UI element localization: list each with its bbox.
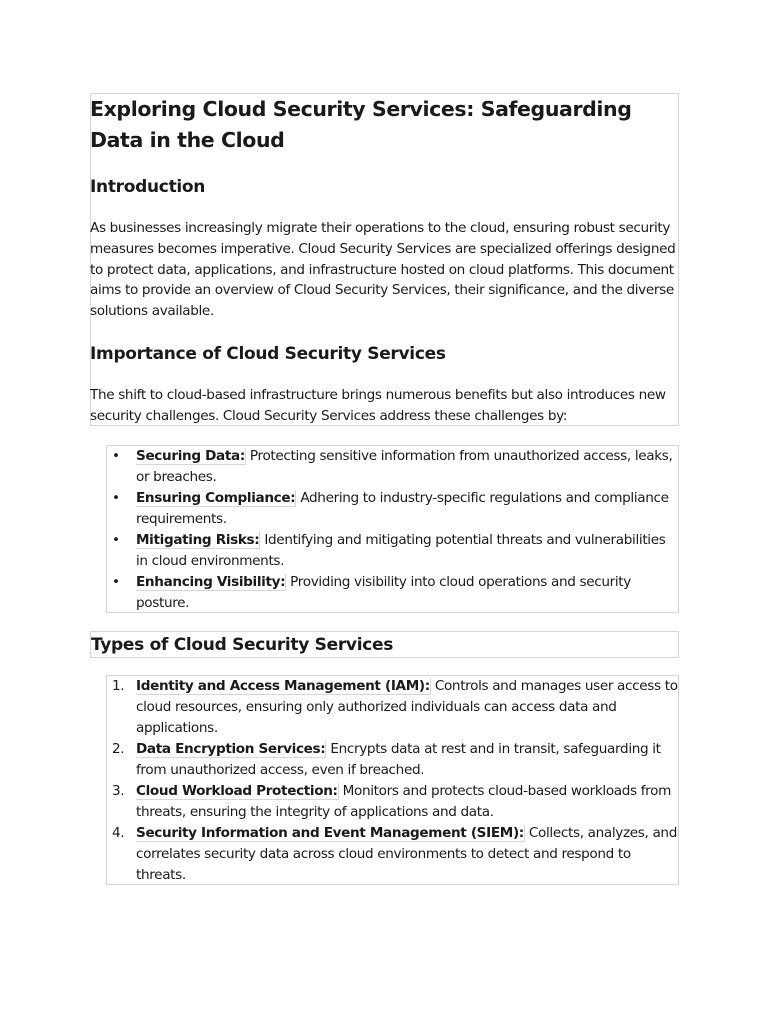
document-title: Exploring Cloud Security Services: Safeguarding Data in the Cloud (90, 97, 632, 152)
importance-bullet-list (107, 446, 679, 614)
types-numbered-list (107, 676, 679, 886)
introduction-heading: Introduction (90, 177, 206, 197)
types-heading: Types of Cloud Security Services (91, 635, 394, 655)
importance-paragraph: The shift to cloud-based infrastructure brings numerous benefits but also introduces new security challenges. Cloud Security Services address these challenges by: (90, 387, 666, 424)
list-item-text: Adhering to industry-specific regulations and compliance requirements. (136, 490, 669, 527)
list-item-term: Mitigating Risks: (136, 532, 260, 548)
list-item-text: Protecting sensitive information from unauthorized access, leaks, or breaches. (136, 448, 673, 485)
bullet-marker: • (112, 574, 120, 590)
list-item-text: Collects, analyzes, and correlates security data across cloud environments to detect and respond to threats. (136, 825, 677, 883)
list-number: 3. (112, 783, 125, 799)
list-item-term: Data Encryption Services: (136, 741, 326, 757)
list-item (107, 676, 679, 739)
bullet-marker: • (112, 490, 120, 506)
importance-heading: Importance of Cloud Security Services (90, 344, 446, 364)
list-item (107, 488, 679, 530)
list-item-text: Providing visibility into cloud operations and security posture. (136, 574, 631, 611)
bullet-marker: • (112, 532, 120, 548)
list-item-text: Monitors and protects cloud-based workloads from threats, ensuring the integrity of applications and data. (136, 783, 671, 820)
list-item (107, 572, 679, 614)
list-item-term: Cloud Workload Protection: (136, 783, 338, 799)
bullet-marker: • (112, 448, 120, 464)
list-item (107, 446, 679, 488)
list-number: 1. (112, 678, 125, 694)
list-item-text: Encrypts data at rest and in transit, safeguarding it from unauthorized access, even if breached. (136, 741, 661, 778)
list-item-term: Security Information and Event Management (SIEM): (136, 825, 524, 841)
list-item-term: Securing Data: (136, 448, 245, 464)
list-item-term: Identity and Access Management (IAM): (136, 678, 430, 694)
list-item (107, 530, 679, 572)
list-item-term: Ensuring Compliance: (136, 490, 296, 506)
introduction-paragraph: As businesses increasingly migrate their operations to the cloud, ensuring robust security measures becomes imperative. Cloud Security Services are specialized offerings designed to protect data, applications, and infrastructure hosted on cloud platforms. This document aims to provide an overview of Cloud Security Services, their significance, and the diverse solutions available. (90, 220, 676, 320)
list-number: 2. (112, 741, 125, 757)
list-item-text: Identifying and mitigating potential threats and vulnerabilities in cloud environments. (136, 532, 666, 569)
list-item (107, 739, 679, 781)
list-item (107, 823, 679, 886)
list-number: 4. (112, 825, 125, 841)
list-item (107, 781, 679, 823)
list-item-text: Controls and manages user access to cloud resources, ensuring only authorized individuals can access data and applications. (136, 678, 678, 736)
list-item-term: Enhancing Visibility: (136, 574, 286, 590)
